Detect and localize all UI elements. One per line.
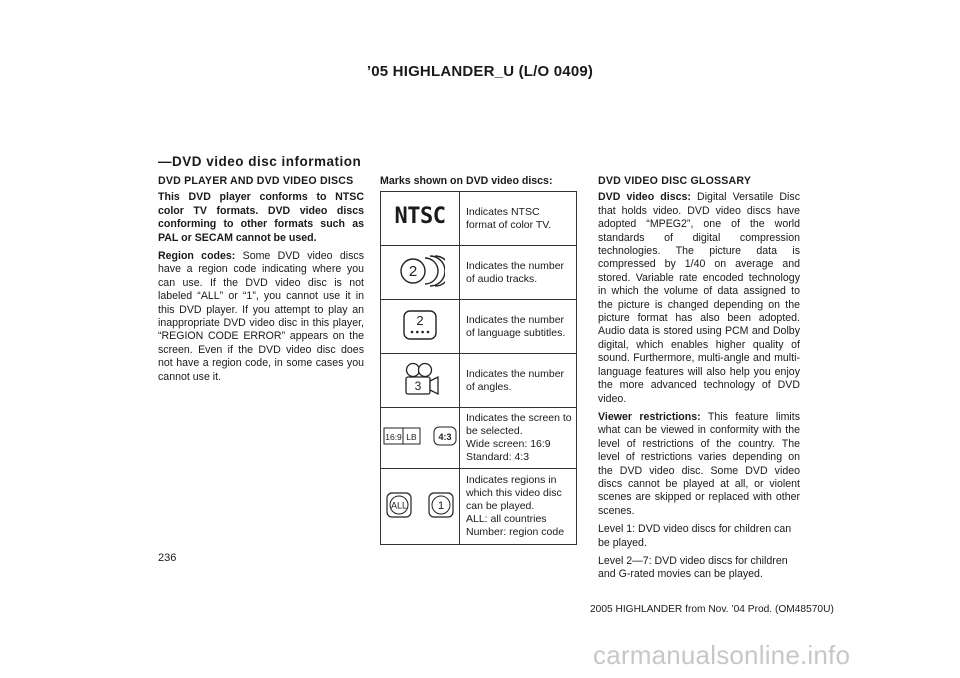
ntsc-intro-paragraph: This DVD player conforms to NTSC color TV formats. DVD video discs conforming to other formats such as PAL or SECAM cannot be used. xyxy=(158,191,364,244)
region-icon xyxy=(381,469,460,545)
level-1-paragraph: Level 1: DVD video discs for children can be played. xyxy=(598,523,792,549)
table-row xyxy=(381,469,577,545)
marks-heading: Marks shown on DVD video discs: xyxy=(380,175,553,187)
dvd-player-column xyxy=(158,175,364,389)
audio-tracks-desc: Indicates the number of audio tracks. xyxy=(460,246,577,300)
table-row xyxy=(381,300,577,354)
document-header: ’05 HIGHLANDER_U (L/O 0409) xyxy=(366,63,594,80)
widescreen-label: 16:9 xyxy=(385,432,402,442)
ntsc-desc: Indicates NTSC format of color TV. xyxy=(460,192,577,246)
section-title: —DVD video disc information xyxy=(158,154,362,169)
angles-icon xyxy=(381,354,460,408)
subtitles-desc: Indicates the number of language subtitles. xyxy=(460,300,577,354)
angles-icon-graphic xyxy=(398,361,442,397)
screen-format-desc: Indicates the screen to be selected. Wide screen: 16:9 Standard: 4:3 xyxy=(460,408,577,469)
viewer-restrictions-label: Viewer restrictions: xyxy=(598,410,701,423)
audio-tracks-icon xyxy=(381,246,460,300)
page-number: 236 xyxy=(158,552,177,564)
marks-table xyxy=(380,191,577,545)
screen-format-icon-graphic xyxy=(382,425,458,447)
subtitles-icon xyxy=(381,300,460,354)
screen-format-icon xyxy=(381,408,460,469)
audio-tracks-number: 2 xyxy=(408,262,418,280)
region-number-label: 1 xyxy=(437,499,445,512)
glossary-heading: DVD VIDEO DISC GLOSSARY xyxy=(598,175,752,187)
viewer-restrictions-paragraph xyxy=(598,411,800,518)
dvd-video-discs-text: Digital Versatile Disc that holds video. DVD video discs have adopted “MPEG2”, one of the world standards of digital compression technologies. The picture data is compressed by 1/40 on average and stored. Variable rate encoded technology in which the volume of data assigned to the picture is changed depending on the picture format has also been adopted. Audio data is stored using PCM and Dolby digital, which enables higher quality of sound. Furthermore, multi-angle and multi-language features will also help you enjoy the more advanced technology of DVD video. xyxy=(598,191,800,405)
region-codes-text: Some DVD video discs have a region code indicating where you can use. If the DVD video disc is not labeled “ALL” or “1”, you cannot use it in this DVD player. If you attempt to play an inappropriate DVD video disc in this player, “REGION CODE ERROR” appears on the screen. Even if the DVD video disc does not have a region code, in some cases you cannot use it. xyxy=(158,250,364,383)
subtitles-icon-graphic xyxy=(400,309,440,341)
angles-number: 3 xyxy=(414,378,422,393)
table-row xyxy=(381,354,577,408)
subtitles-number: 2 xyxy=(416,312,424,328)
region-codes-label: Region codes: xyxy=(158,250,236,263)
table-row xyxy=(381,246,577,300)
glossary-column xyxy=(598,175,800,587)
standard-label: 4:3 xyxy=(438,432,452,442)
ntsc-icon xyxy=(381,192,460,246)
region-codes-paragraph xyxy=(158,250,364,384)
region-icon-graphic xyxy=(385,491,455,519)
region-desc: Indicates regions in which this video disc can be played. ALL: all countries Number: region code xyxy=(460,469,577,545)
dvd-video-discs-paragraph xyxy=(598,191,800,406)
dvd-video-discs-label: DVD video discs: xyxy=(598,191,691,204)
ntsc-icon-text: NTSC xyxy=(394,204,446,229)
level-2-7-paragraph: Level 2—7: DVD video discs for children and G-rated movies can be played. xyxy=(598,554,788,581)
table-row xyxy=(381,192,577,246)
watermark: carmanualsonline.info xyxy=(593,640,851,670)
letterbox-label: LB xyxy=(406,432,417,442)
dvd-player-heading: DVD PLAYER AND DVD VIDEO DISCS xyxy=(158,175,354,187)
angles-desc: Indicates the number of angles. xyxy=(460,354,577,408)
audio-tracks-icon-graphic xyxy=(395,255,445,287)
table-row xyxy=(381,408,577,469)
region-all-label: ALL xyxy=(390,500,408,510)
document-footer: 2005 HIGHLANDER from Nov. ’04 Prod. (OM48570U) xyxy=(590,604,834,615)
viewer-restrictions-text: This feature limits what can be viewed in conformity with the level of restrictions of the country. The level of restrictions varies depending on the DVD video disc. Some DVD video discs cannot be played at all, or violent scenes are skipped or replaced with other scenes. xyxy=(598,410,800,517)
